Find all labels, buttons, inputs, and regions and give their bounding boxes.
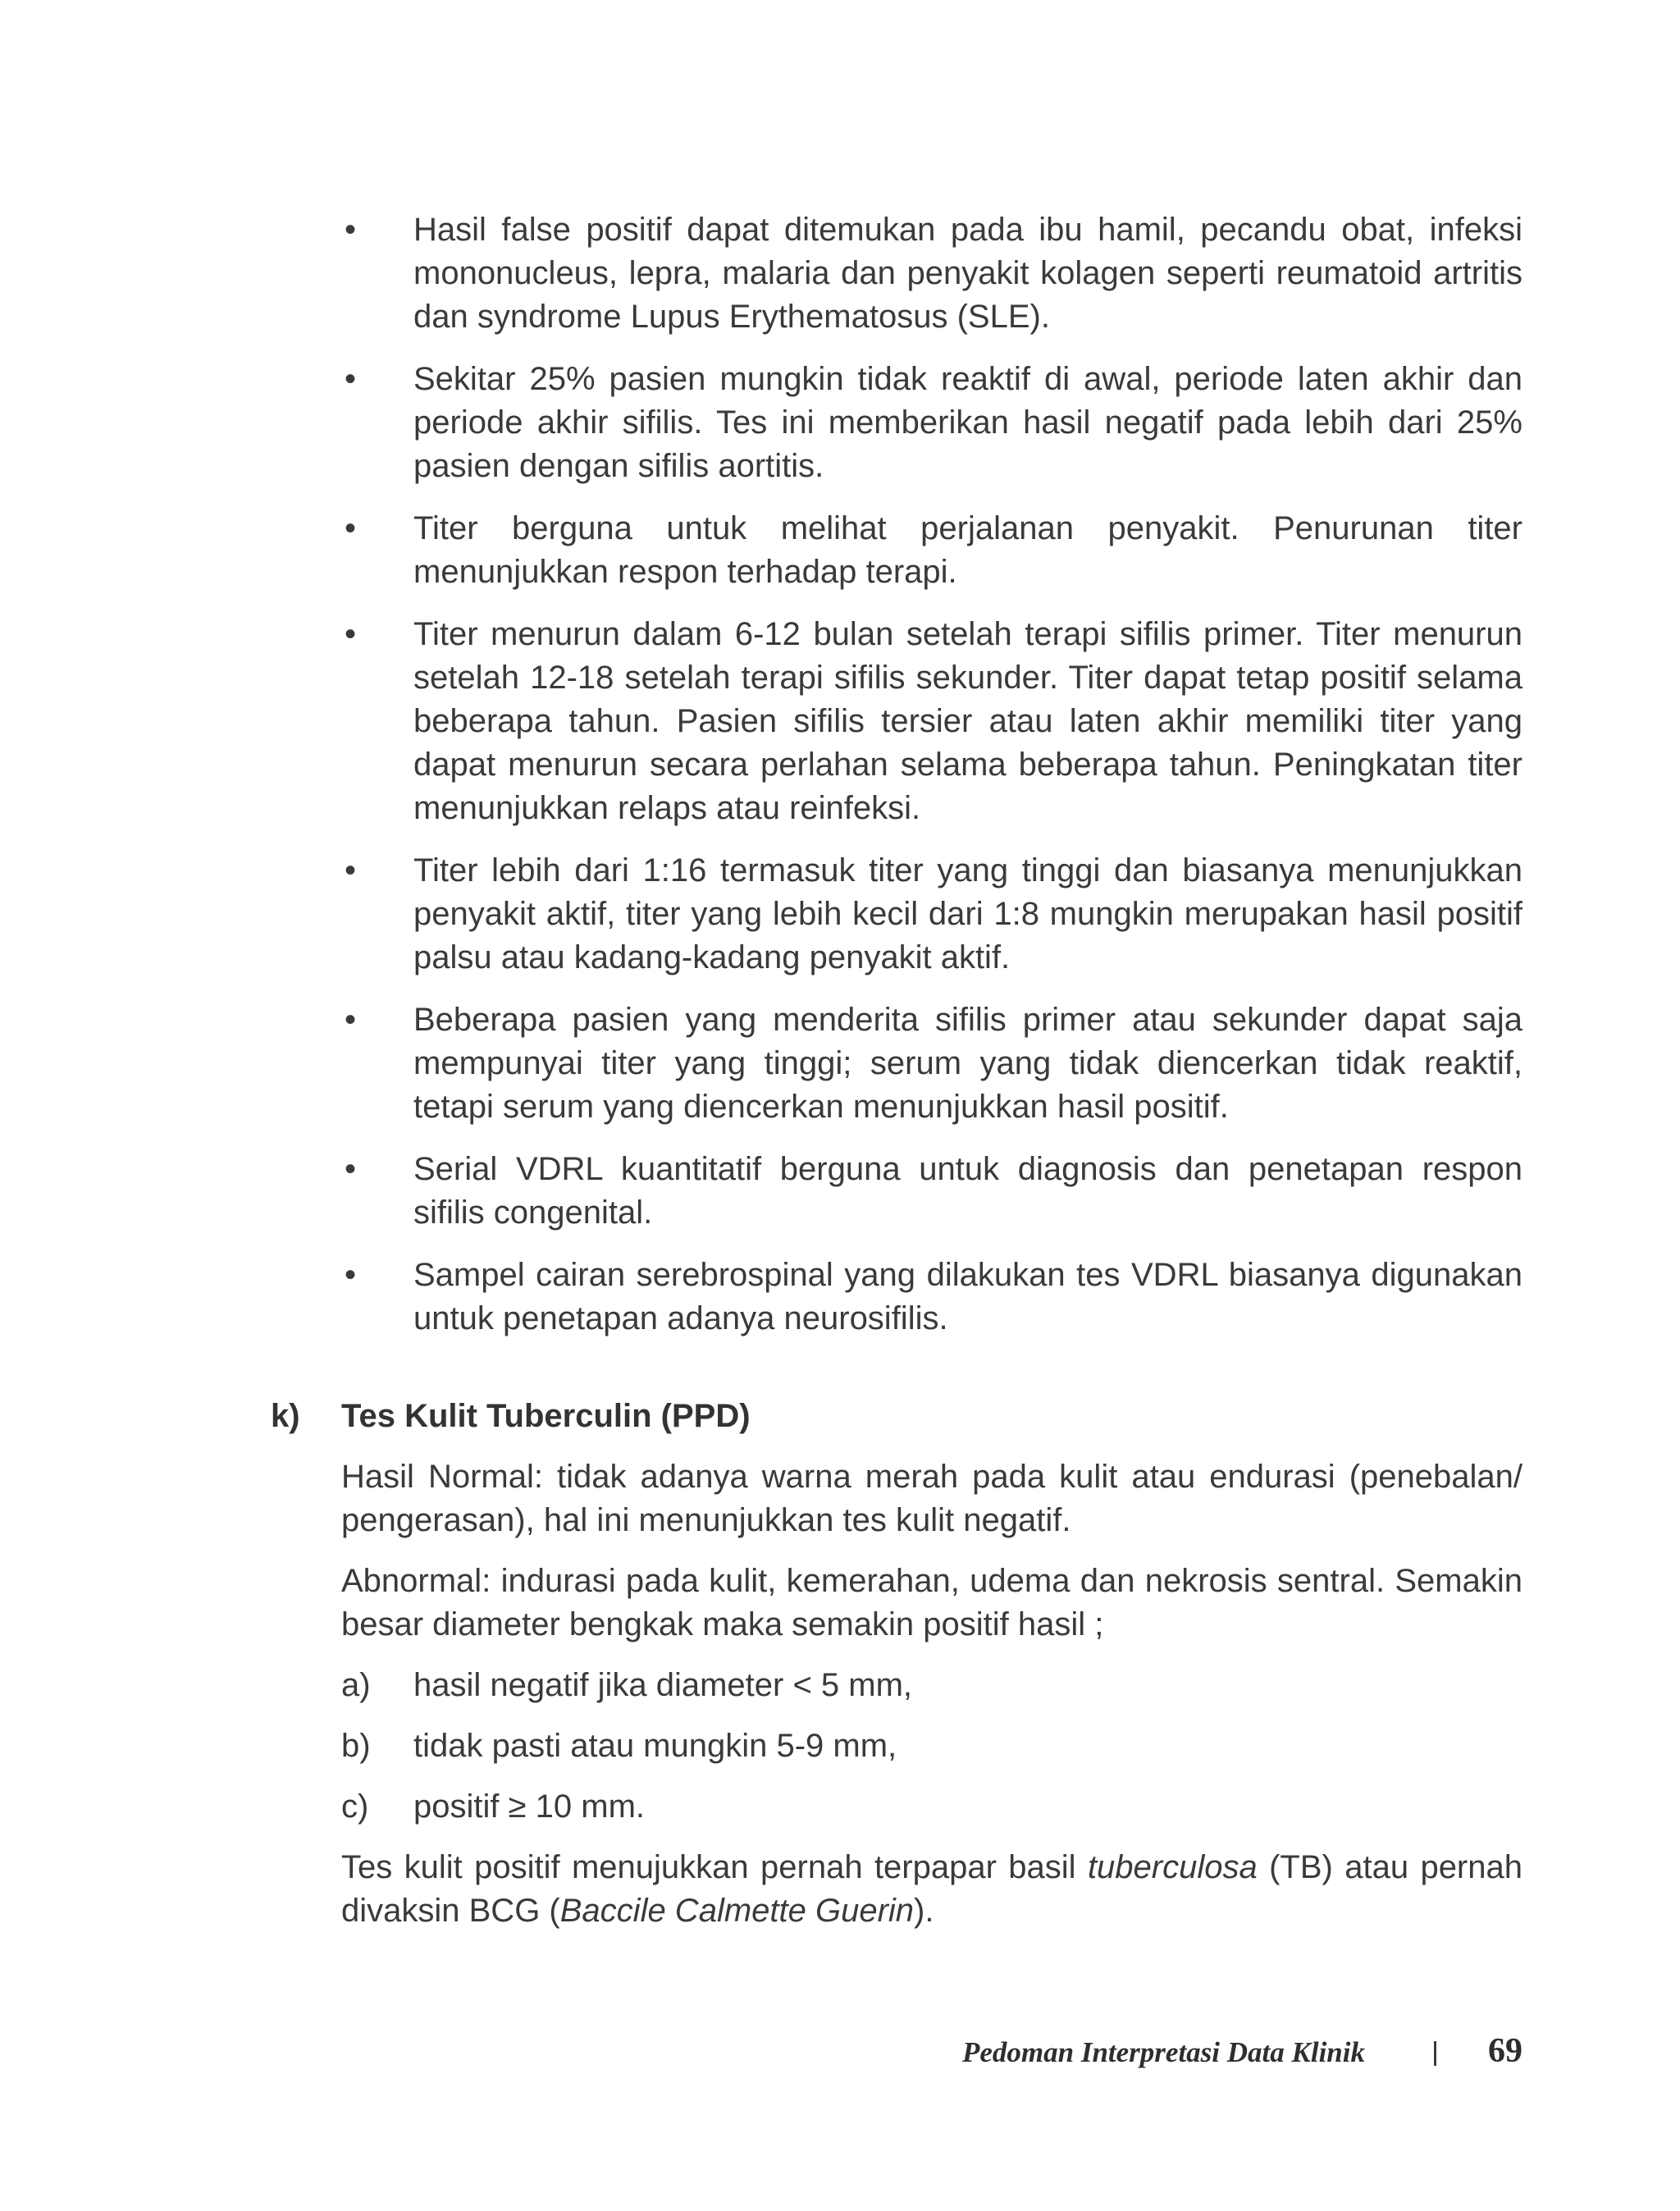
- bullet-icon: •: [345, 510, 357, 546]
- bullet-icon: •: [345, 1257, 357, 1293]
- bullet-item: [338, 1254, 1522, 1341]
- list-item: [341, 1664, 1522, 1707]
- list-item-label: c): [341, 1788, 369, 1825]
- closing-italic-term: Baccile Calmette Guerin: [559, 1893, 915, 1929]
- section-title: Tes Kulit Tuberculin (PPD): [341, 1398, 751, 1434]
- page-number: 69: [1488, 2032, 1522, 2070]
- list-item-label: b): [341, 1728, 371, 1764]
- bullet-item: [338, 613, 1522, 830]
- bullet-text: Titer lebih dari 1:16 termasuk titer yang tinggi dan biasanya menunjukkan penyakit aktif, titer yang lebih kecil dari 1:8 mungkin merupakan hasil positif palsu atau kadang-kadang penyakit aktif.: [413, 852, 1522, 975]
- abnormal-result-paragraph: Abnormal: indurasi pada kulit, kemerahan, udema dan nekrosis sentral. Semakin besar diameter bengkak maka semakin positif hasil ;: [341, 1563, 1522, 1642]
- bullet-icon: •: [345, 616, 357, 652]
- bullet-text: Titer berguna untuk melihat perjalanan penyakit. Penurunan titer menunjukkan respon terhadap terapi.: [413, 510, 1522, 590]
- bullet-text: Serial VDRL kuantitatif berguna untuk diagnosis dan penetapan respon sifilis congenital.: [413, 1151, 1522, 1231]
- page-footer: [902, 2030, 1522, 2079]
- footer-title: Pedoman Interpretasi Data Klinik: [961, 2036, 1365, 2068]
- section-body: [341, 1455, 1522, 1950]
- normal-result-paragraph: Hasil Normal: tidak adanya warna merah pada kulit atau endurasi (penebalan/ pengerasan), hal ini menunjukkan tes kulit negatif.: [341, 1459, 1522, 1538]
- bullet-item: [338, 849, 1522, 980]
- bullet-icon: •: [345, 1002, 357, 1038]
- bullet-item: [338, 208, 1522, 339]
- closing-paragraph: [341, 1846, 1522, 1933]
- result-criteria-list: [341, 1664, 1522, 1829]
- bullet-item: [338, 1148, 1522, 1235]
- bullet-text: Titer menurun dalam 6-12 bulan setelah terapi sifilis primer. Titer menurun setelah 12-18 setelah terapi sifilis sekunder. Titer dapat tetap positif selama beberapa tahun. Pasien sifilis tersier atau laten akhir memiliki titer yang dapat menurun secara perlahan selama beberapa tahun. Peningkatan titer menunjukkan relaps atau reinfeksi.: [413, 616, 1522, 826]
- closing-text: Tes kulit positif menujukkan pernah terpapar basil: [341, 1849, 1088, 1885]
- list-item-label: a): [341, 1667, 371, 1703]
- bullet-item: [338, 998, 1522, 1129]
- bullet-text: Hasil false positif dapat ditemukan pada ibu hamil, pecandu obat, infeksi mononucleus, lepra, malaria dan penyakit kolagen seperti reumatoid artritis dan syndrome Lupus Erythematosus (SLE).: [413, 212, 1522, 335]
- bullet-list: [338, 208, 1522, 1359]
- closing-text: ).: [914, 1893, 934, 1929]
- bullet-icon: •: [345, 852, 357, 889]
- bullet-item: [338, 358, 1522, 488]
- bullet-item: [338, 507, 1522, 594]
- list-item-text: tidak pasti atau mungkin 5-9 mm,: [413, 1728, 897, 1764]
- section-label: k): [271, 1398, 300, 1434]
- bullet-text: Sekitar 25% pasien mungkin tidak reaktif di awal, periode laten akhir dan periode akhir sifilis. Tes ini memberikan hasil negatif pada lebih dari 25% pasien dengan sifilis aortitis.: [413, 361, 1522, 484]
- closing-text: (TB) atau pernah divaksin BCG (: [341, 1849, 1522, 1929]
- bullet-icon: •: [345, 1151, 357, 1187]
- bullet-icon: •: [345, 212, 357, 248]
- bullet-icon: •: [345, 361, 357, 397]
- bullet-text: Sampel cairan serebrospinal yang dilakukan tes VDRL biasanya digunakan untuk penetapan adanya neurosifilis.: [413, 1257, 1522, 1336]
- list-item-text: positif ≥ 10 mm.: [413, 1788, 646, 1825]
- list-item: [341, 1785, 1522, 1829]
- list-item: [341, 1724, 1522, 1768]
- closing-italic-term: tuberculosa: [1087, 1849, 1258, 1885]
- bullet-text: Beberapa pasien yang menderita sifilis primer atau sekunder dapat saja mempunyai titer yang tinggi; serum yang tidak diencerkan tidak reaktif, tetapi serum yang diencerkan menunjukkan hasil positif.: [413, 1002, 1522, 1125]
- footer-divider: [1434, 2041, 1436, 2066]
- list-item-text: hasil negatif jika diameter < 5 mm,: [413, 1667, 913, 1703]
